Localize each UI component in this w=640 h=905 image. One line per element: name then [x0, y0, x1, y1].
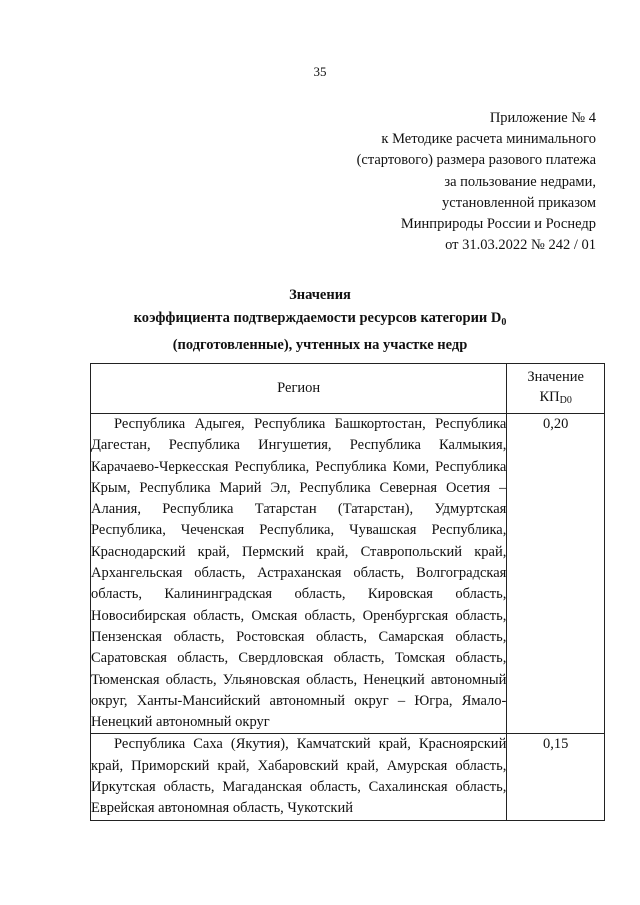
heading-line-2-text: коэффициента подтверждаемости ресурсов категории D: [133, 309, 502, 326]
appendix-line: (стартового) размера разового платежа: [356, 152, 596, 169]
heading-subscript: 0: [501, 316, 507, 328]
header-value-sub: D0: [559, 394, 572, 406]
value-cell: 0,15: [507, 734, 605, 820]
value-cell: 0,20: [507, 414, 605, 734]
page-number: 35: [313, 64, 327, 79]
appendix-line: Минприроды России и Роснедр: [400, 216, 596, 233]
appendix-line: Приложение № 4: [489, 110, 596, 126]
header-value: [507, 364, 605, 414]
appendix-line: к Методике расчета минимального: [381, 131, 596, 148]
document-heading: [0, 284, 640, 357]
appendix-block: [357, 108, 596, 256]
heading-line-1: Значения: [289, 287, 351, 303]
heading-line-3: (подготовленные), учтенных на участке недр: [172, 337, 468, 353]
header-value-main: КП: [539, 388, 560, 405]
regions-cell: Республика Саха (Якутия), Камчатский край, Красноярский край, Приморский край, Хабаровский край, Амурская область, Иркутская область, Магаданская область, Сахалинская область, Еврейская автономная область, Чукотский: [91, 734, 507, 820]
regions-cell: Республика Адыгея, Республика Башкортостан, Республика Дагестан, Республика Ингушетия, Республика Калмыкия, Карачаево-Черкесская Республика, Республика Коми, Республика Крым, Республика Марий Эл, Республика Северная Осетия – Алания, Республика Татарстан (Татарстан), Удмуртская Республика, Чеченская Республика, Чувашская Республика, Краснодарский край, Пермский край, Ставропольский край, Архангельская область, Астраханская область, Волгоградская область, Калининградская область, Кировская область, Новосибирская область, Омская область, Оренбургская область, Пензенская область, Ростовская область, Самарская область, Саратовская область, Свердловская область, Томская область, Тюменская область, Ульяновская область, Ненецкий автономный округ, Ханты-Мансийский автономный округ – Югра, Ямало-Ненецкий автономный округ: [91, 414, 507, 734]
header-value-line1: Значение: [527, 368, 584, 385]
table-row: [91, 734, 605, 820]
appendix-line: установленной приказом: [442, 194, 596, 211]
header-region: Регион: [91, 364, 507, 414]
appendix-line: от 31.03.2022 № 242 / 01: [445, 237, 596, 254]
appendix-line: за пользование недрами,: [444, 173, 596, 190]
header-value-line2: [507, 387, 604, 411]
heading-line-2: [0, 307, 640, 335]
table-header-row: [91, 364, 605, 414]
coefficient-table: [90, 363, 605, 821]
table-row: [91, 414, 605, 734]
